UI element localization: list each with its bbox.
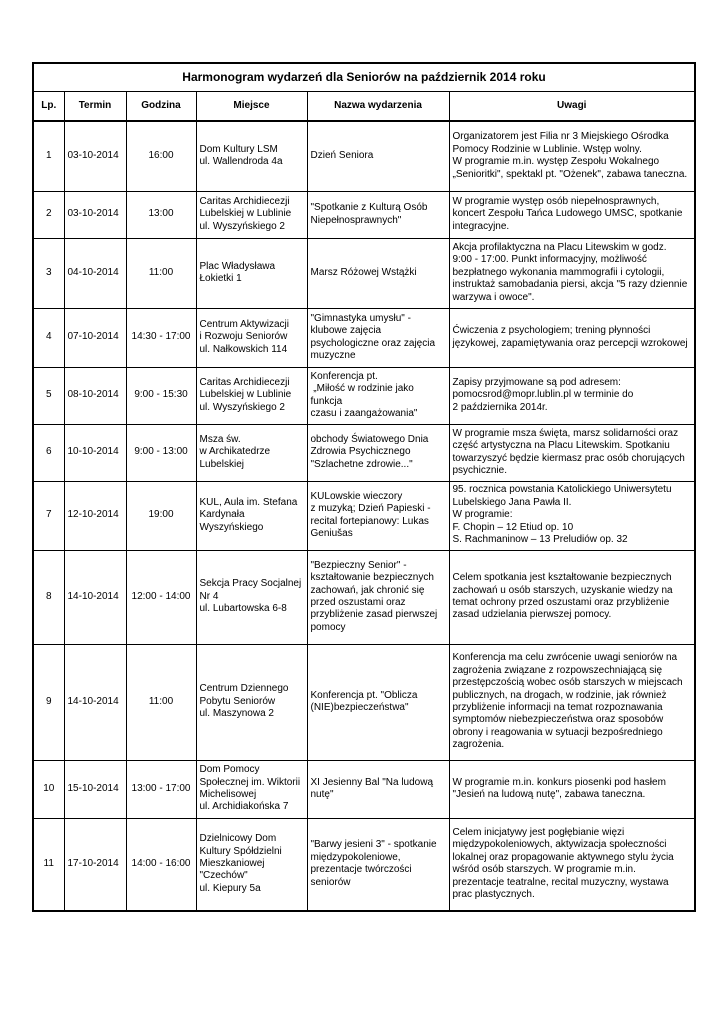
- row-miejsce-line: Dzielnicowy Dom: [199, 833, 277, 845]
- row-lp: 9: [33, 644, 64, 760]
- row-uwagi-line: Konferencja ma celu zwrócenie uwagi seniorów na: [452, 652, 678, 664]
- row-miejsce-line: Caritas Archidiecezji: [199, 376, 290, 388]
- row-godzina: 11:00: [126, 644, 196, 760]
- row-uwagi: [449, 760, 695, 818]
- row-lp: 5: [33, 367, 64, 424]
- row-lp: 6: [33, 424, 64, 481]
- row-uwagi-line: temat ochrony przed oszustami oraz przybliżenie: [452, 597, 670, 608]
- row-uwagi-line: zachowań u osób starszych, uzyskanie wiedzy na: [452, 584, 673, 596]
- row-nazwa-line: muzyczne: [310, 349, 356, 361]
- row-miejsce-line: ul. Maszynowa 2: [199, 708, 274, 720]
- row-uwagi-line: 9:00 - 17:00. Punkt informacyjny, możliwość: [452, 254, 647, 266]
- row-miejsce-line: ul. Archidiakońska 7: [199, 801, 289, 813]
- row-nazwa-line: pomocy: [310, 621, 346, 633]
- row-nazwa: [307, 481, 449, 550]
- row-uwagi: [449, 644, 695, 760]
- row-uwagi: [449, 367, 695, 424]
- row-nazwa: [307, 644, 449, 760]
- row-termin: 17-10-2014: [64, 818, 126, 911]
- table-row: [33, 191, 695, 238]
- row-termin: 03-10-2014: [64, 121, 126, 191]
- row-uwagi-line: wśród osób starszych. W programie m.in.: [452, 864, 636, 876]
- row-miejsce-line: w Archikatedrze: [199, 446, 271, 458]
- row-nazwa-line: "Spotkanie z Kulturą Osób: [310, 202, 428, 214]
- row-nazwa-line: przybliżenie zasad pierwszej: [310, 609, 438, 621]
- row-nazwa-line: czasu i zaangażowania": [310, 407, 418, 419]
- row-lp: 3: [33, 238, 64, 308]
- row-uwagi-line: Ćwiczenia z psychologiem; trening płynności: [452, 325, 651, 337]
- row-miejsce-line: ul. Nałkowskich 114: [199, 343, 288, 355]
- row-nazwa-line: z muzyką; Dzień Papieski -: [310, 503, 431, 515]
- row-miejsce-line: "Czechów": [199, 870, 248, 882]
- row-uwagi-line: "Jesień na ludową nutę", zabawa taneczna.: [452, 789, 646, 800]
- row-lp: 11: [33, 818, 64, 911]
- row-uwagi: [449, 308, 695, 367]
- row-nazwa: [307, 191, 449, 238]
- row-termin: 03-10-2014: [64, 191, 126, 238]
- row-miejsce-line: Sekcja Pracy Socjalnej: [199, 578, 302, 590]
- row-nazwa-line: obchody Światowego Dnia: [310, 433, 429, 445]
- row-uwagi-line: symptomów niebezpieczeństwa oraz sposobów: [452, 714, 664, 726]
- row-miejsce-line: ul. Lubartowska 6-8: [199, 603, 287, 615]
- row-miejsce: [196, 308, 307, 367]
- row-termin: 14-10-2014: [64, 550, 126, 644]
- row-nazwa: [307, 308, 449, 367]
- row-uwagi-line: bezpłatnego wykonania mammografii i cytologii,: [452, 266, 665, 278]
- row-godzina: 9:00 - 15:30: [126, 367, 196, 424]
- row-nazwa-line: kształtowanie bezpiecznych: [310, 572, 434, 584]
- row-miejsce-line: Msza św.: [199, 433, 241, 445]
- row-uwagi-line: instruktaż samobadania piersi, akcja "5 razy dziennie: [452, 279, 688, 291]
- row-nazwa-line: recital fortepianowy: Lukas: [310, 515, 429, 527]
- row-nazwa-line: seniorów: [310, 876, 351, 888]
- row-miejsce-line: KUL, Aula im. Stefana: [199, 496, 298, 508]
- row-lp: 10: [33, 760, 64, 818]
- column-header-termin: Termin: [64, 92, 126, 122]
- row-uwagi-line: warzywa i owoce".: [452, 291, 535, 303]
- row-nazwa: [307, 818, 449, 911]
- row-miejsce-line: Lubelskiej: [199, 458, 244, 470]
- table-row: [33, 818, 695, 911]
- schedule-body: [33, 121, 695, 911]
- row-nazwa-line: „Miłość w rodzinie jako funkcja: [310, 383, 417, 407]
- row-termin: 14-10-2014: [64, 644, 126, 760]
- row-nazwa: [307, 238, 449, 308]
- row-nazwa-line: "Szlachetne zdrowie...": [310, 458, 413, 470]
- row-uwagi-line: Zapisy przyjmowane są pod adresem:: [452, 376, 621, 388]
- row-termin: 15-10-2014: [64, 760, 126, 818]
- row-godzina: 16:00: [126, 121, 196, 191]
- row-miejsce-line: Nr 4: [199, 590, 219, 602]
- column-header-godzina: Godzina: [126, 92, 196, 122]
- row-miejsce: [196, 121, 307, 191]
- row-miejsce-line: Centrum Aktywizacji: [199, 318, 289, 330]
- table-row: [33, 308, 695, 367]
- row-nazwa-line: Geniušas: [310, 527, 353, 539]
- column-header-uwagi: Uwagi: [449, 92, 695, 122]
- row-uwagi-line: koncert Zespołu Tańca Ludowego UMSC, spotkanie: [452, 208, 683, 220]
- row-uwagi-line: W programie występ osób niepełnosprawnych,: [452, 195, 660, 207]
- row-godzina: 11:00: [126, 238, 196, 308]
- row-lp: 8: [33, 550, 64, 644]
- row-miejsce-line: Lubelskiej w Lublinie: [199, 208, 292, 220]
- row-uwagi-line: Pomocy Rodzinie w Lublinie. Wstęp wolny.: [452, 143, 642, 155]
- row-miejsce-line: ul. Kiepury 5a: [199, 882, 261, 894]
- row-miejsce-line: ul. Wyszyńskiego 2: [199, 401, 285, 413]
- row-miejsce-line: Łokietki 1: [199, 273, 242, 284]
- row-miejsce-line: i Rozwoju Seniorów: [199, 331, 288, 343]
- page-title: Harmonogram wydarzeń dla Seniorów na październik 2014 roku: [33, 63, 695, 92]
- row-uwagi-line: Akcja profilaktyczna na Placu Litewskim w godz.: [452, 241, 667, 253]
- row-nazwa-line: psychologiczne oraz zajęcia: [310, 337, 436, 349]
- row-miejsce: [196, 238, 307, 308]
- row-nazwa-line: Zdrowia Psychicznego: [310, 446, 411, 458]
- row-miejsce-line: Dom Pomocy: [199, 764, 260, 776]
- row-termin: 08-10-2014: [64, 367, 126, 424]
- row-miejsce-line: Kardynała: [199, 509, 245, 521]
- row-miejsce: [196, 550, 307, 644]
- schedule-table: [32, 62, 696, 912]
- row-miejsce: [196, 644, 307, 760]
- row-uwagi-line: Celem inicjatywy jest pogłębianie więzi: [452, 827, 625, 839]
- row-uwagi-line: psychicznie.: [452, 464, 507, 476]
- row-uwagi-line: część artystyczna na Placu Litewskim. Spotkaniu: [452, 440, 670, 452]
- row-uwagi-line: międzypokoleniowych, aktywizacja społeczności: [452, 839, 667, 851]
- row-uwagi-line: 95. rocznica powstania Katolickiego Uniwersytetu: [452, 484, 672, 496]
- row-uwagi-line: W programie m.in. występ Zespołu Wokalnego: [452, 156, 660, 168]
- row-termin: 10-10-2014: [64, 424, 126, 481]
- row-nazwa-line: nutę": [310, 789, 334, 800]
- table-row: [33, 550, 695, 644]
- column-header-miejsce: Miejsce: [196, 92, 307, 122]
- row-godzina: 14:00 - 16:00: [126, 818, 196, 911]
- row-godzina: 12:00 - 14:00: [126, 550, 196, 644]
- row-miejsce: [196, 481, 307, 550]
- row-miejsce-line: Lubelskiej w Lublinie: [199, 389, 292, 401]
- row-nazwa: [307, 760, 449, 818]
- column-header-nazwa: Nazwa wydarzenia: [307, 92, 449, 122]
- row-uwagi-line: Lubelskiego Jana Pawła II.: [452, 496, 572, 508]
- row-godzina: 13:00 - 17:00: [126, 760, 196, 818]
- table-row: [33, 481, 695, 550]
- row-godzina: 13:00: [126, 191, 196, 238]
- row-miejsce: [196, 760, 307, 818]
- row-miejsce-line: ul. Wallendroda 4a: [199, 156, 283, 168]
- row-termin: 04-10-2014: [64, 238, 126, 308]
- row-godzina: 14:30 - 17:00: [126, 308, 196, 367]
- row-uwagi-line: W programie msza święta, marsz solidarności oraz: [452, 427, 679, 439]
- row-nazwa-line: "Barwy jesieni 3" - spotkanie: [310, 839, 437, 851]
- row-miejsce-line: Dom Kultury LSM: [199, 143, 278, 155]
- row-uwagi: [449, 121, 695, 191]
- row-nazwa: [307, 550, 449, 644]
- row-miejsce-line: ul. Wyszyńskiego 2: [199, 220, 285, 232]
- row-uwagi-line: „Senioritki", spektakl pt. "Ożenek", zabawa taneczna.: [452, 168, 688, 180]
- row-miejsce-line: Michelisowej: [199, 789, 257, 800]
- row-miejsce-line: Pobytu Seniorów: [199, 695, 276, 707]
- row-termin: 07-10-2014: [64, 308, 126, 367]
- row-miejsce-line: Kultury Spółdzielni: [199, 845, 282, 857]
- row-uwagi-line: W programie:: [452, 509, 513, 521]
- header-row: [33, 92, 695, 122]
- column-header-lp: Lp.: [33, 92, 64, 122]
- row-nazwa-line: Konferencja pt. "Oblicza: [310, 689, 418, 701]
- row-nazwa-line: Niepełnosprawnych": [310, 214, 402, 226]
- row-godzina: 9:00 - 13:00: [126, 424, 196, 481]
- row-uwagi-line: prezentacje teatralne, recital muzyczny, wystawa: [452, 876, 669, 888]
- row-nazwa-line: Dzień Seniora: [310, 150, 374, 162]
- row-nazwa: [307, 121, 449, 191]
- row-uwagi-line: Organizatorem jest Filia nr 3 Miejskiego Ośrodka: [452, 131, 669, 143]
- row-uwagi: [449, 481, 695, 550]
- row-lp: 1: [33, 121, 64, 191]
- row-miejsce-line: Centrum Dziennego: [199, 683, 289, 695]
- row-termin: 12-10-2014: [64, 481, 126, 550]
- row-nazwa-line: międzypokoleniowe,: [310, 851, 401, 863]
- row-nazwa-line: "Gimnastyka umysłu" -: [310, 312, 411, 324]
- row-nazwa-line: Marsz Różowej Wstążki: [310, 266, 417, 278]
- row-uwagi-line: zasad udzielania pierwszej pomocy.: [452, 609, 612, 621]
- row-uwagi-line: W programie m.in. konkurs piosenki pod hasłem: [452, 776, 666, 788]
- row-uwagi-line: pomocsrod@mopr.lublin.pl w terminie do: [452, 389, 634, 401]
- table-row: [33, 424, 695, 481]
- row-uwagi-line: zagrożenia związane z rozpowszechniającą się: [452, 664, 663, 676]
- table-row: [33, 760, 695, 818]
- row-nazwa-line: klubowe zajęcia: [310, 325, 382, 337]
- row-uwagi-line: S. Rachmaninow – 13 Preludiów op. 32: [452, 534, 628, 546]
- row-uwagi-line: lokalnej oraz propagowanie aktywnego stylu życia: [452, 851, 674, 863]
- row-uwagi-line: towarzyszyć będzie kiermasz prac osób chorujących: [452, 452, 685, 464]
- row-uwagi-line: 2 października 2014r.: [452, 401, 548, 413]
- row-nazwa-line: przed oszustami oraz: [310, 597, 406, 608]
- row-lp: 2: [33, 191, 64, 238]
- table-row: [33, 367, 695, 424]
- row-uwagi-line: językowej, zapamiętywania oraz percepcji wzrokowej: [452, 337, 688, 349]
- row-uwagi-line: przestępczością wobec osób starszych w miejscach: [452, 677, 683, 689]
- row-nazwa-line: "Bezpieczny Senior" -: [310, 559, 407, 571]
- row-nazwa: [307, 367, 449, 424]
- row-miejsce: [196, 818, 307, 911]
- row-uwagi-line: zagrożenia.: [452, 739, 505, 751]
- row-uwagi-line: publicznych, na drogach, w rodzinie, jak również: [452, 689, 667, 701]
- row-miejsce-line: Wyszyńskiego: [199, 521, 264, 533]
- row-uwagi-line: Celem spotkania jest kształtowanie bezpiecznych: [452, 572, 672, 584]
- row-nazwa-line: prezentacje twórczości: [310, 864, 412, 876]
- row-miejsce: [196, 367, 307, 424]
- row-miejsce: [196, 424, 307, 481]
- row-uwagi: [449, 424, 695, 481]
- row-uwagi: [449, 818, 695, 911]
- table-row: [33, 644, 695, 760]
- row-nazwa-line: KULowskie wieczory: [310, 490, 403, 502]
- row-miejsce-line: Społecznej im. Wiktorii: [199, 776, 301, 788]
- row-miejsce-line: Mieszkaniowej: [199, 858, 265, 870]
- row-nazwa: [307, 424, 449, 481]
- row-miejsce-line: Plac Władysława: [199, 260, 276, 272]
- row-nazwa-line: XI Jesienny Bal "Na ludową: [310, 776, 434, 788]
- row-lp: 4: [33, 308, 64, 367]
- row-uwagi: [449, 238, 695, 308]
- row-godzina: 19:00: [126, 481, 196, 550]
- row-nazwa-line: zachowań, jak chronić się: [310, 584, 425, 596]
- row-uwagi-line: F. Chopin – 12 Etiud op. 10: [452, 521, 574, 533]
- row-uwagi: [449, 191, 695, 238]
- row-miejsce-line: Caritas Archidiecezji: [199, 195, 290, 207]
- row-nazwa-line: Konferencja pt.: [310, 370, 378, 382]
- row-uwagi-line: przybliżenie informacji na temat rozpoznawania: [452, 702, 663, 713]
- row-uwagi-line: prac plastycznych.: [452, 889, 535, 901]
- table-row: [33, 121, 695, 191]
- row-uwagi-line: obrony i reagowania w sytuacji bezpośredniego: [452, 726, 663, 738]
- row-miejsce: [196, 191, 307, 238]
- row-lp: 7: [33, 481, 64, 550]
- row-nazwa-line: (NIE)bezpieczeństwa": [310, 702, 409, 713]
- row-uwagi: [449, 550, 695, 644]
- row-uwagi-line: integracyjne.: [452, 220, 510, 232]
- table-row: [33, 238, 695, 308]
